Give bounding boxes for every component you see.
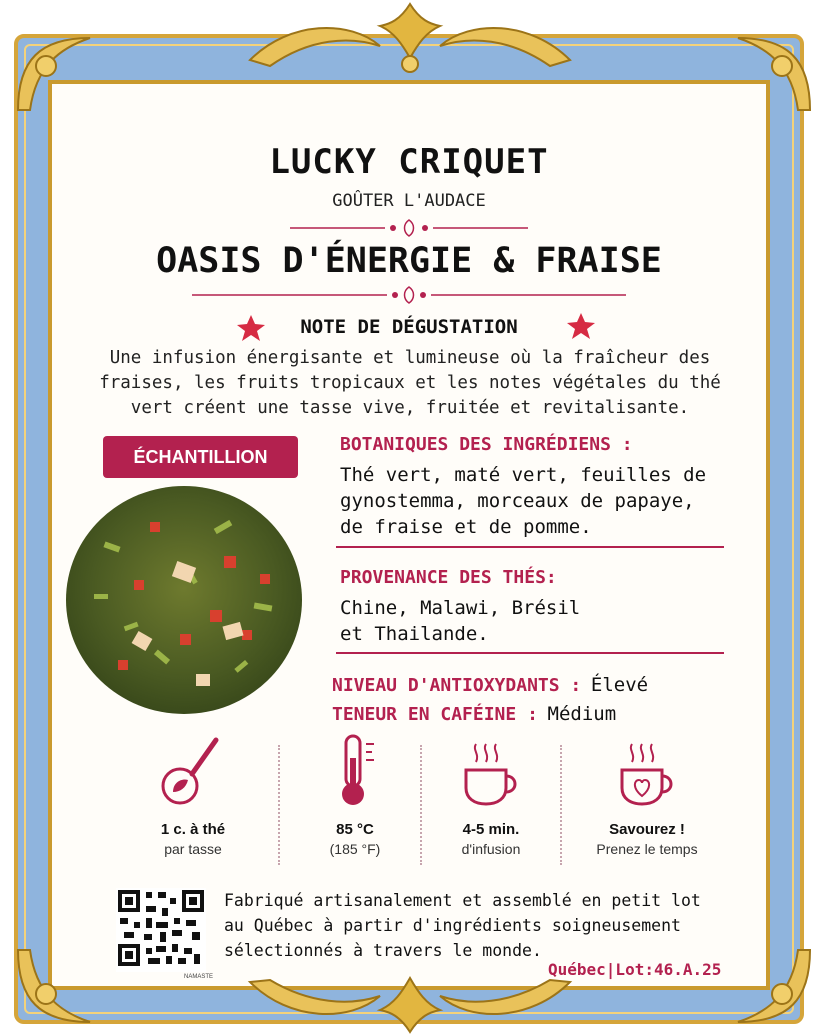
step-separator xyxy=(420,745,422,865)
step-line1: 85 °C xyxy=(336,821,374,838)
antioxidant-label: NIVEAU D'ANTIOXYDANTS : xyxy=(332,675,582,696)
footer-text xyxy=(224,888,734,963)
tasting-line: fraises, les fruits tropicaux et les notes végétales du thé xyxy=(99,373,721,393)
step-line2: (185 °F) xyxy=(329,841,381,857)
caffeine-value: Médium xyxy=(547,703,617,725)
star-icon xyxy=(566,312,596,340)
lot-number: Québec|Lot:46.A.25 xyxy=(548,960,722,979)
origin-line: Chine, Malawi, Brésil xyxy=(340,597,581,619)
ingredients-line: de fraise et de pomme. xyxy=(340,516,592,538)
tagline: GOÛTER L'AUDACE xyxy=(332,191,486,211)
ingredients-line: Thé vert, maté vert, feuilles de xyxy=(340,464,707,486)
sample-badge: ÉCHANTILLION xyxy=(103,436,298,478)
origin-line: et Thailande. xyxy=(340,623,489,645)
title-divider-icon xyxy=(192,285,626,305)
steaming-cup-icon xyxy=(456,730,526,810)
step-line1: Savourez ! xyxy=(609,821,685,838)
tea-spoon-icon xyxy=(158,730,228,810)
section-divider xyxy=(336,546,724,548)
step-dose xyxy=(128,730,258,857)
qr-caption: NAMASTE xyxy=(184,974,214,980)
tea-blend-image xyxy=(64,484,304,716)
origin-label: PROVENANCE DES THÉS: xyxy=(340,567,557,588)
ingredients-line: gynostemma, morceaux de papaye, xyxy=(340,490,695,512)
step-line2: Prenez le temps xyxy=(596,841,698,857)
step-separator xyxy=(560,745,562,865)
divider-ornament-icon xyxy=(290,218,528,238)
caffeine-row xyxy=(332,701,616,727)
step-temperature xyxy=(290,730,420,857)
step-line1: 1 c. à thé xyxy=(160,821,226,838)
heart-cup-icon xyxy=(612,730,682,810)
antioxidant-value: Élevé xyxy=(590,674,649,696)
step-line2: par tasse xyxy=(164,841,222,857)
section-divider xyxy=(336,652,724,654)
brand-name: LUCKY CRIQUET xyxy=(269,142,549,182)
step-enjoy xyxy=(582,730,712,857)
step-time xyxy=(426,730,556,857)
footer-line: au Québec à partir d'ingrédients soigneusement xyxy=(224,916,681,935)
thermometer-icon xyxy=(320,730,390,810)
antioxidant-row xyxy=(332,672,648,698)
caffeine-label: TENEUR EN CAFÉINE : xyxy=(332,704,538,725)
footer-line: Fabriqué artisanalement et assemblé en petit lot xyxy=(224,891,701,910)
product-title: OASIS D'ÉNERGIE & FRAISE xyxy=(156,241,662,281)
origin-text xyxy=(340,595,580,647)
tasting-heading: NOTE DE DÉGUSTATION xyxy=(300,316,518,338)
qr-code-icon xyxy=(116,888,206,972)
ingredients-label: BOTANIQUES DES INGRÉDIENS : xyxy=(340,434,633,455)
step-line2: d'infusion xyxy=(461,841,521,857)
step-line1: 4-5 min. xyxy=(462,821,520,838)
footer-line: sélectionnés à travers le monde. xyxy=(224,941,542,960)
tasting-line: Une infusion énergisante et lumineuse où la fraîcheur des xyxy=(109,348,711,368)
tasting-line: vert créent une tasse vive, fruitée et revitalisante. xyxy=(130,398,690,418)
tasting-note xyxy=(60,346,760,421)
ingredients-text xyxy=(340,462,706,540)
step-separator xyxy=(278,745,280,865)
